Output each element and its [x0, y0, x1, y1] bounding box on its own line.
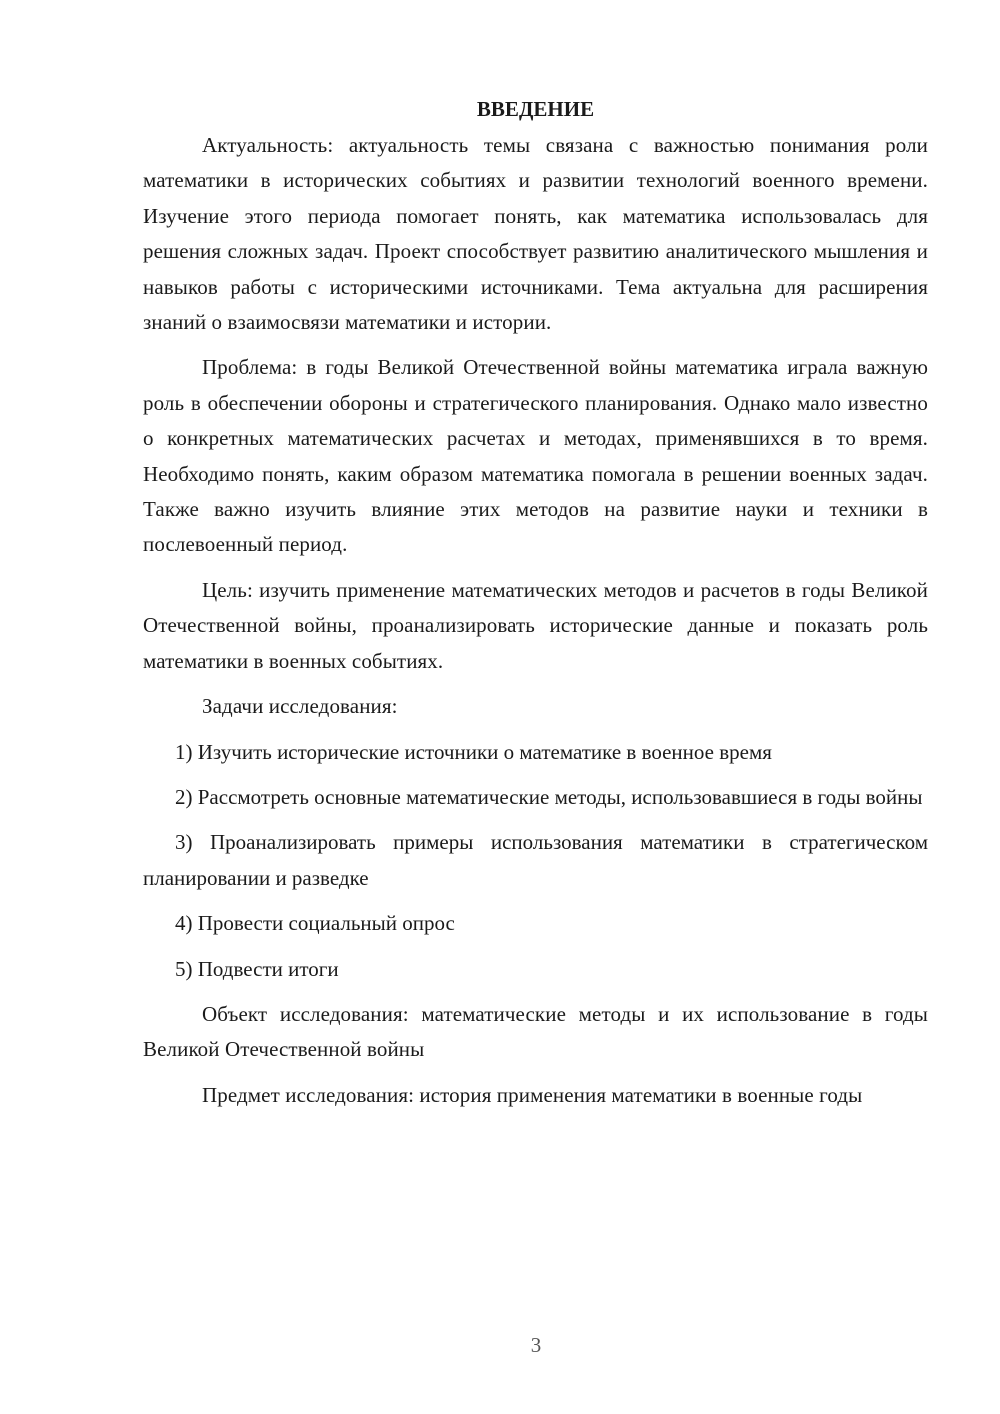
relevance-paragraph: Актуальность: актуальность темы связана с важностью понимания роли математики в исторических событиях и развитии технологий военного времени. Изучение этого периода помогает понять, как математика использовалась для решения сложных задач. Проект способствует развитию аналитического мышления и навыков работы с историческими источниками. Тема актуальна для расширения знаний о взаимосвязи математики и истории. — [143, 133, 928, 335]
task-item-1: 1) Изучить исторические источники о математике в военное время — [175, 739, 772, 764]
goal-paragraph: Цель: изучить применение математических методов и расчетов в годы Великой Отечественной войны, проанализировать исторические данные и показать роль математики в военных событиях. — [143, 577, 928, 673]
task-item-4: 4) Провести социальный опрос — [175, 911, 455, 936]
task-item-5: 5) Подвести итоги — [175, 956, 339, 981]
page-title: ВВЕДЕНИЕ — [476, 97, 595, 121]
task-item-2: 2) Рассмотреть основные математические методы, использовавшиеся в годы войны — [175, 784, 923, 809]
tasks-title: Задачи исследования: — [202, 694, 398, 719]
task-item-3: 3) Проанализировать примеры использования математики в стратегическом планировании и разведке — [143, 830, 928, 890]
page-number: 3 — [530, 1333, 542, 1357]
document-page — [143, 92, 928, 1123]
object-paragraph: Объект исследования: математические методы и их использование в годы Великой Отечественной войны — [143, 1001, 928, 1062]
problem-paragraph: Проблема: в годы Великой Отечественной войны математика играла важную роль в обеспечении обороны и стратегического планирования. Однако мало известно о конкретных математических расчетах и методах, применявшихся в то время. Необходимо понять, каким образом математика помогала в решении военных задач. Также важно изучить влияние этих методов на развитие науки и техники в послевоенный период. — [143, 355, 928, 557]
subject-paragraph: Предмет исследования: история применения математики в военные годы — [202, 1082, 863, 1107]
